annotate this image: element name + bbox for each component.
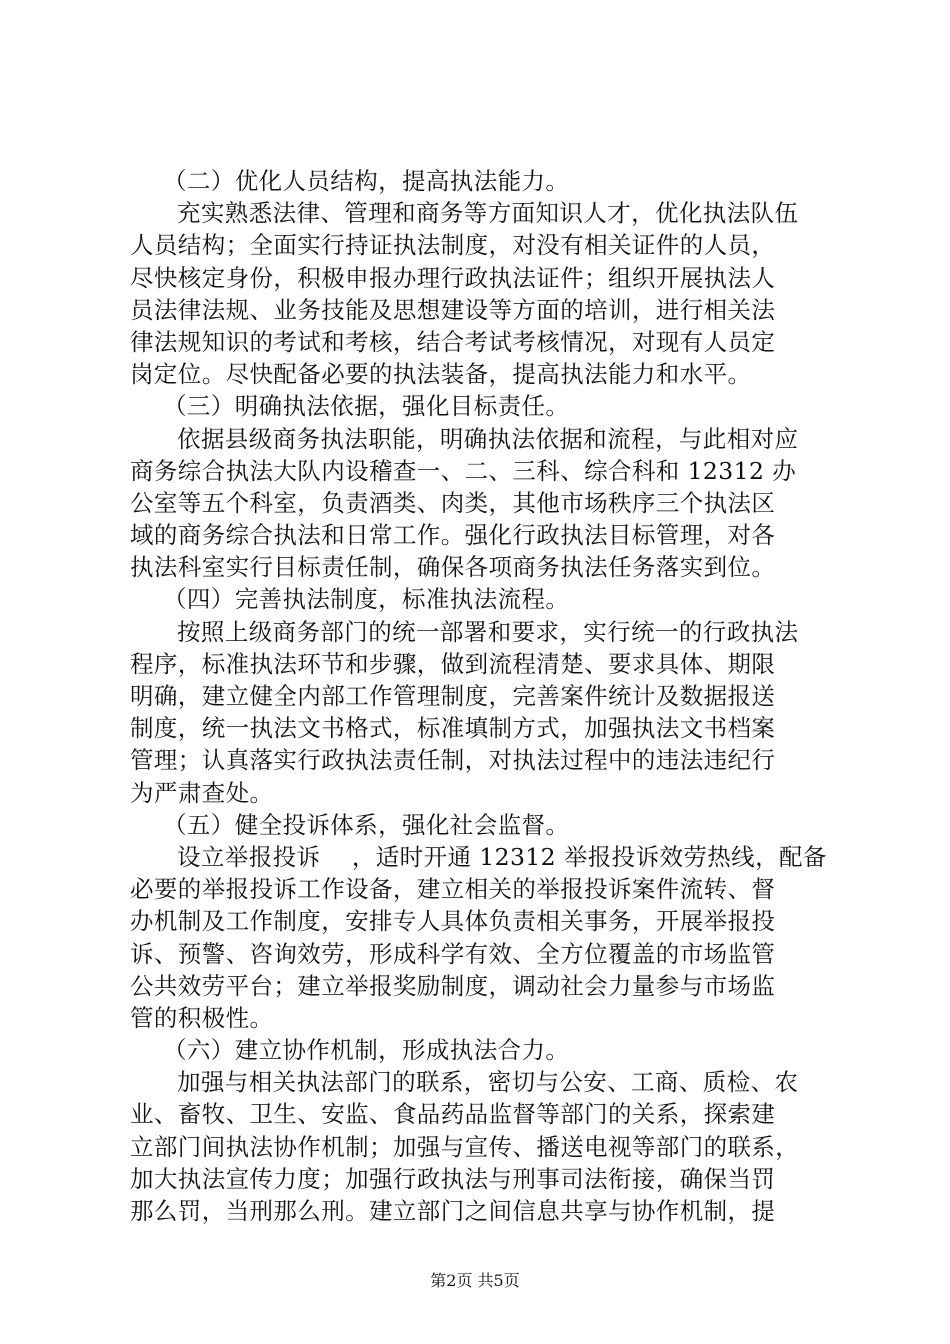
paragraph-line: 设立举报投诉 ，适时开通 12312 举报投诉效劳热线，配备 [177, 842, 827, 871]
paragraph-line: 加强与相关执法部门的联系，密切与公安、工商、质检、农 [177, 1068, 799, 1097]
section-heading-4: （四）完善执法制度，标准执法流程。 [163, 585, 570, 614]
paragraph-line: 执法科室实行目标责任制，确保各项商务执法任务落实到位。 [130, 553, 776, 582]
paragraph-line: 商务综合执法大队内设稽查一、二、三科、综合科和 12312 办 [130, 456, 797, 485]
paragraph-line: 立部门间执法协作机制；加强与宣传、播送电视等部门的联系， [130, 1132, 800, 1161]
paragraph-line: 尽快核定身份，积极申报办理行政执法证件；组织开展执法人 [130, 263, 776, 292]
paragraph-line: 必要的举报投诉工作设备，建立相关的举报投诉案件流转、督 [130, 875, 776, 904]
paragraph-line: 域的商务综合执法和日常工作。强化行政执法目标管理，对各 [130, 521, 776, 550]
section-heading-2: （二）优化人员结构，提高执法能力。 [163, 167, 570, 195]
paragraph-line: 管理；认真落实行政执法责任制，对执法过程中的违法违纪行 [130, 746, 776, 775]
paragraph-line: 依据县级商务执法职能，明确执法依据和流程，与此相对应 [177, 424, 799, 453]
section-heading-3: （三）明确执法依据，强化目标责任。 [163, 392, 570, 421]
paragraph-line: 程序，标准执法环节和步骤，做到流程清楚、要求具体、期限 [130, 649, 776, 678]
paragraph-line: 岗定位。尽快配备必要的执法装备，提高执法能力和水平。 [130, 360, 752, 389]
paragraph-line: 为严肃查处。 [130, 778, 274, 807]
paragraph-line: 公共效劳平台；建立举报奖励制度，调动社会力量参与市场监 [130, 971, 776, 1000]
paragraph-line: 律法规知识的考试和考核，结合考试考核情况，对现有人员定 [130, 327, 776, 356]
paragraph-line: 按照上级商务部门的统一部署和要求，实行统一的行政执法 [177, 617, 799, 646]
paragraph-line: 人员结构；全面实行持证执法制度，对没有相关证件的人员， [130, 231, 776, 260]
section-heading-5: （五）健全投诉体系，强化社会监督。 [163, 810, 570, 839]
paragraph-line: 办机制及工作制度，安排专人具体负责相关事务，开展举报投 [130, 907, 776, 936]
section-heading-6: （六）建立协作机制，形成执法合力。 [163, 1036, 570, 1065]
paragraph-line: 明确，建立健全内部工作管理制度，完善案件统计及数据报送 [130, 682, 776, 710]
paragraph-line: 制度，统一执法文书格式，标准填制方式，加强执法文书档案 [130, 714, 776, 743]
paragraph-line: 充实熟悉法律、管理和商务等方面知识人才，优化执法队伍 [177, 199, 799, 228]
paragraph-line: 业、畜牧、卫生、安监、食品药品监督等部门的关系，探索建 [130, 1100, 776, 1129]
paragraph-line: 加大执法宣传力度；加强行政执法与刑事司法衔接，确保当罚 [130, 1164, 776, 1193]
paragraph-line: 管的积极性。 [130, 1003, 274, 1032]
paragraph-line: 公室等五个科室，负责酒类、肉类，其他市场秩序三个执法区 [130, 488, 776, 517]
paragraph-line: 员法律法规、业务技能及思想建设等方面的培训，进行相关法 [130, 295, 776, 324]
paragraph-line: 那么罚，当刑那么刑。建立部门之间信息共享与协作机制，提 [130, 1197, 776, 1225]
document-body [130, 165, 830, 1227]
page-footer: 第2页 共5页 [430, 1271, 520, 1290]
paragraph-line: 诉、预警、咨询效劳，形成科学有效、全方位覆盖的市场监管 [130, 939, 776, 968]
